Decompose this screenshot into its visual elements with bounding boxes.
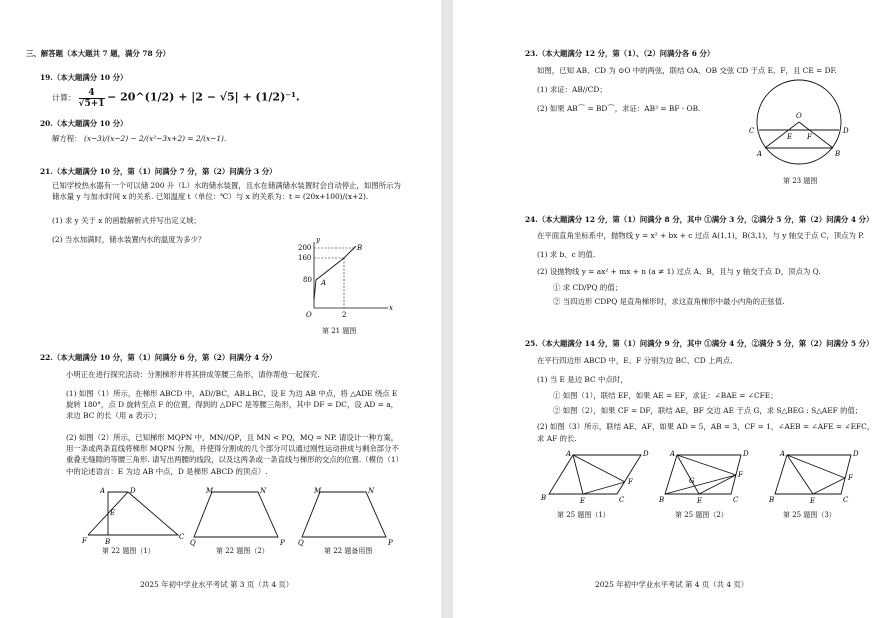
q25-caption-2: 第 25 题图（2）	[675, 511, 728, 519]
q23-O: O	[796, 112, 802, 120]
q21-y-label: y	[316, 236, 320, 244]
q22-fig3-P: P	[388, 539, 393, 547]
q25-fig2-EF	[699, 475, 736, 494]
q25-fig1-C: C	[619, 496, 625, 504]
q22-part2: (2) 如图（2）所示，已知梯形 MQPN 中，MN//QP，且 MN < PQ，MQ = NP. 请设计一种方案，用一条或两条直线将梯形 MQPN 分割，并使得分割成的几个部分可以通过刚性运动拼成与剩余部分不重叠无缝隙的等腰三角形. 请写出两腰的线段，以及这两条或一条直线与梯形的交点的位置.（模仿（1）中的论述语言：E 为边 AB 中点，D 是梯形 ABCD 的顶点）.	[66, 433, 400, 476]
q21-part1: (1) 求 y 关于 x 的函数解析式并写出定义域；	[52, 216, 201, 225]
q22-caption-3: 第 22 题备用图	[324, 547, 373, 555]
q23-figure	[743, 72, 863, 172]
q23-F: F	[807, 133, 812, 141]
q22-fig2-M: M	[206, 487, 214, 495]
q22-fig2-Q: Q	[190, 539, 196, 547]
q22-fig2-trapezoid	[194, 492, 278, 537]
q25-fig3-A: A	[780, 450, 786, 458]
q22-intro: 小明正在进行探究活动：分割梯形并将其拼成等腰三角形，请你帮他一起探究.	[66, 370, 320, 379]
q23-radius-OA	[765, 122, 799, 148]
q21-line	[314, 246, 356, 300]
q25-fig2-AF	[677, 455, 736, 475]
q22-fig1-E: E	[110, 509, 116, 517]
q20-equation: (x−3)/(x−2) − 2/(x²−3x+2) = 2/(x−1).	[83, 134, 227, 143]
q25-caption-3: 第 25 题图（3）	[783, 511, 836, 519]
q22-fig1-B: B	[105, 538, 111, 546]
q25-fig2-parallelogram	[665, 455, 741, 494]
q25-fig1-AE	[573, 455, 583, 494]
q21-tick-200: 200	[298, 244, 312, 252]
q25-figure-2	[659, 450, 779, 510]
q22-fig3-trapezoid	[302, 492, 386, 537]
q23-B: B	[835, 150, 841, 158]
page-4	[453, 0, 894, 618]
q22-fig2-P: P	[280, 539, 285, 547]
q25-fig3-F: F	[848, 474, 853, 482]
q25-fig3-AE	[787, 455, 813, 494]
q24-body: 在平面直角坐标系中，抛物线 y = x² + bx + c 过点 A(1,1)，B(3,1)，与 y 轴交于点 C，顶点为 P.	[537, 231, 865, 240]
q21-graph	[296, 236, 396, 320]
q25-fig1-F: F	[628, 478, 633, 486]
q21-heading: 21.（本大题满分 10 分，第（1）问满分 7 分，第（2）问满分 3 分）	[40, 167, 277, 176]
q22-heading: 22.（本大题满分 10 分，第（1）问满分 6 分，第（2）问满分 4 分）	[40, 353, 277, 362]
q21-caption: 第 21 题图	[322, 327, 357, 335]
section-title: 三、解答题（本大题共 7 题，满分 78 分）	[26, 49, 170, 58]
q25-heading: 25.（本大题满分 14 分，第（1）问满分 9 分，其中 ①满分 4 分，②满分 5 分，第（2）问满分 5 分）	[525, 339, 874, 348]
q19-fraction	[79, 88, 105, 109]
q22-caption-1: 第 22 题图（1）	[102, 547, 155, 555]
q22-figure-3	[298, 487, 403, 547]
q25-fig1-EF	[583, 482, 625, 494]
q24-heading: 24.（本大题满分 12 分，第（1）问满分 8 分，其中 ①满分 3 分，②满分 5 分，第（2）问满分 4 分）	[525, 215, 874, 224]
q25-fig3-B: B	[769, 496, 775, 504]
page-3-footer: 2025 年初中学业水平考试 第 3 页（共 4 页）	[140, 580, 294, 589]
q25-sub2: ② 如图（2），如果 CF = DF，联结 AE，BF 交边 AE 于点 G，求 S△BEG : S△AEF 的值；	[553, 406, 863, 415]
q23-part1: (1) 求证：AB//CD；	[537, 85, 607, 94]
q24-sub1: ① 求 CD/PQ 的值；	[553, 283, 623, 292]
q23-radius-OB	[799, 122, 833, 148]
q19-rest: − 20^(1/2) + |2 − √5| + (1/2)⁻¹.	[107, 90, 300, 104]
q23-body: 如图，已知 AB、CD 为 ⊙O 中的两弦，联结 OA、OB 交弦 CD 于点 E、F，且 CE = DF.	[537, 66, 837, 75]
q25-sub1: ① 如图（1），联结 EF，如果 AE = EF，求证：∠BAE = ∠CFE；	[553, 391, 778, 400]
q22-fig1-F: F	[82, 537, 87, 545]
q25-fig2-B: B	[659, 496, 665, 504]
q20-formula	[52, 134, 226, 143]
q20-label: 解方程：	[52, 134, 82, 143]
q25-caption-1: 第 25 题图（1）	[557, 511, 610, 519]
q25-fig2-G: G	[689, 477, 695, 485]
q21-point-A: A	[321, 279, 327, 287]
q25-fig2-C: C	[733, 496, 739, 504]
q25-fig1-B: B	[541, 494, 547, 502]
q21-x-label: x	[389, 304, 393, 312]
q25-fig2-BF	[665, 475, 736, 494]
page-4-footer: 2025 年初中学业水平考试 第 4 页（共 4 页）	[595, 580, 749, 589]
q25-fig1-parallelogram	[549, 455, 641, 494]
q23-E: E	[787, 133, 793, 141]
q19-heading: 19.（本大题满分 10 分）	[40, 73, 128, 82]
q23-D: D	[843, 127, 849, 135]
q25-fig3-E: E	[810, 497, 816, 505]
q25-figure-1	[539, 450, 659, 510]
q21-tick-80: 80	[303, 276, 312, 284]
q21-tick-160: 160	[298, 254, 312, 262]
q25-figure-3	[769, 450, 889, 510]
q25-fig3-AF	[787, 455, 845, 478]
q22-fig1-C: C	[179, 533, 185, 541]
q21-point-B: B	[357, 244, 363, 252]
q24-part1: (1) 求 b、c 的值.	[537, 250, 596, 259]
q25-fig2-A: A	[670, 450, 676, 458]
q19-formula	[52, 88, 300, 109]
q22-fig1-A: A	[100, 487, 106, 495]
q23-C: C	[749, 127, 755, 135]
q21-part2: (2) 当水加满时，储水装置内水的温度为多少？	[52, 235, 206, 244]
q25-fig2-F: F	[738, 471, 743, 479]
q19-denominator: √5+1	[78, 99, 105, 109]
q22-part1: (1) 如图（1）所示，在梯形 ABCD 中，AD//BC，AB⊥BC，设 E 为边 AB 中点，将 △ADE 绕点 E 旋转 180°，点 D 旋转至点 F 的位置，得到的 △DFC 是等腰三角形，其中 DF = DC，设 AD = a，求边 BC 的长（用 a 表示）；	[66, 389, 399, 421]
q25-fig3-EF	[813, 478, 845, 494]
q25-fig3-parallelogram	[775, 455, 851, 494]
q22-caption-2: 第 22 题图（2）	[216, 547, 269, 555]
q23-caption: 第 23 题图	[783, 177, 818, 185]
q22-figure-2	[190, 487, 295, 547]
page-3	[0, 0, 441, 618]
q25-fig1-A: A	[566, 450, 572, 458]
q25-fig3-D: D	[853, 450, 859, 458]
q25-body: 在平行四边形 ABCD 中，E、F 分别为边 BC、CD 上两点.	[537, 356, 733, 365]
q25-part1: (1) 当 E 是边 BC 中点时，	[537, 375, 628, 384]
q22-fig1-trapezoid	[108, 492, 178, 535]
q22-fig1-D: D	[130, 487, 136, 495]
q22-fig3-M: M	[314, 487, 322, 495]
q22-fig2-N: N	[260, 487, 267, 495]
q19-numerator: 4	[79, 88, 105, 99]
q25-part2: (2) 如图（3）所示，联结 AE、AF，如果 AD = 5，AB = 3，CF = 1，∠AEB = ∠AFE = ∠EFC，求 AF 的长.	[537, 422, 875, 443]
q25-fig1-AF	[573, 455, 625, 482]
q22-fig3-N: N	[368, 487, 375, 495]
q24-sub2: ② 当四边形 CDPQ 是直角梯形时，求这直角梯形中最小内角的正弦值.	[553, 297, 785, 306]
q25-fig2-E: E	[697, 497, 703, 505]
q23-heading: 23.（本大题满分 12 分，第（1）、（2）问满分各 6 分）	[525, 49, 715, 58]
q25-fig3-C: C	[843, 496, 849, 504]
q20-heading: 20.（本大题满分 10 分）	[40, 119, 128, 128]
q25-fig2-D: D	[743, 450, 749, 458]
q25-fig1-D: D	[643, 450, 649, 458]
q21-tick-2: 2	[342, 311, 347, 319]
q23-part2: (2) 如果 AB⌒ = BD⌒，求证：AB² = BF · OB.	[537, 104, 701, 113]
q21-body: 已知学校热水器有一个可以储 200 升（L）水的储水装置，且水在储满储水装置时会自动停止，如图所示为储水量 y 与加水时间 x 的关系. 已知温度 t（单位：℃）与 x 的关系为：t = (20x+100)/(x+2).	[52, 181, 401, 201]
q21-origin: O	[306, 311, 312, 319]
q22-figure-1	[80, 487, 185, 547]
q23-A: A	[757, 150, 763, 158]
q19-label: 计算：	[52, 93, 76, 103]
q25-fig1-E: E	[580, 497, 586, 505]
q22-fig3-Q: Q	[298, 539, 304, 547]
q24-part2: (2) 设抛物线 y = ax² + mx + n (a ≠ 1) 过点 A、B，且与 y 轴交于点 D，顶点为 Q.	[537, 267, 821, 276]
